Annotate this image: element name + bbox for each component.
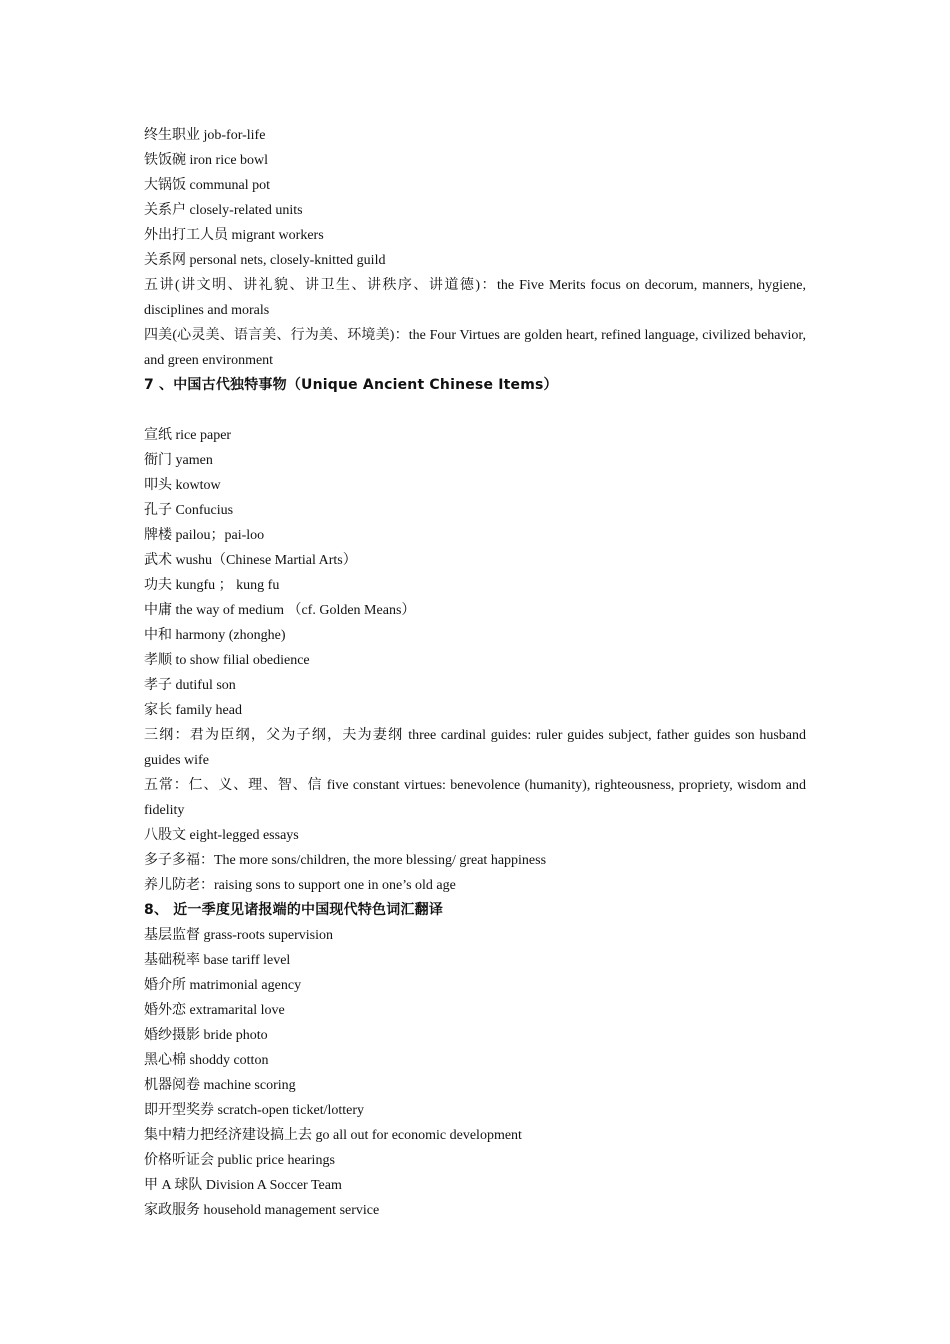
glossary-line: 婚介所 matrimonial agency bbox=[144, 978, 302, 993]
glossary-line: 八股文 eight-legged essays bbox=[144, 828, 299, 843]
glossary-line: 终生职业 job-for-life bbox=[144, 128, 266, 143]
glossary-line: 五常：仁、义、理、智、信 five constant virtues: benevolence (humanity), righteousness, propriety, wisdom and fidelity bbox=[144, 778, 806, 818]
glossary-line: 婚纱摄影 bride photo bbox=[144, 1028, 268, 1043]
glossary-line: 大锅饭 communal pot bbox=[144, 178, 270, 193]
glossary-line: 即开型奖券 scratch-open ticket/lottery bbox=[144, 1103, 365, 1118]
glossary-line: 五讲(讲文明、讲礼貌、讲卫生、讲秩序、讲道德)：the Five Merits focus on decorum, manners, hygiene, disciplines and morals bbox=[144, 278, 806, 318]
glossary-line: 牌楼 pailou；pai-loo bbox=[144, 528, 265, 543]
glossary-line: 三纲：君为臣纲，父为子纲，夫为妻纲 three cardinal guides: ruler guides subject, father guides son husband guides wife bbox=[144, 728, 806, 768]
blank-line bbox=[144, 398, 806, 423]
glossary-line: 基础税率 base tariff level bbox=[144, 953, 291, 968]
section-7-heading: 7 、中国古代独特事物（Unique Ancient Chinese Items） bbox=[144, 377, 558, 393]
glossary-line: 养儿防老：raising sons to support one in one’s old age bbox=[144, 878, 456, 893]
glossary-line: 中庸 the way of medium （cf. Golden Means） bbox=[144, 603, 416, 618]
glossary-line: 家政服务 household management service bbox=[144, 1203, 380, 1218]
glossary-line: 四美(心灵美、语言美、行为美、环境美)：the Four Virtues are golden heart, refined language, civilized behavior, and green environment bbox=[144, 328, 806, 368]
glossary-line: 关系户 closely-related units bbox=[144, 203, 303, 218]
section-7-list bbox=[144, 423, 806, 898]
glossary-line: 功夫 kungfu ； kung fu bbox=[144, 578, 280, 593]
glossary-line: 家长 family head bbox=[144, 703, 242, 718]
glossary-line: 婚外恋 extramarital love bbox=[144, 1003, 285, 1018]
glossary-line: 价格听证会 public price hearings bbox=[144, 1153, 335, 1168]
glossary-line: 关系网 personal nets, closely-knitted guild bbox=[144, 253, 386, 268]
glossary-line: 叩头 kowtow bbox=[144, 478, 221, 493]
glossary-line: 机器阅卷 machine scoring bbox=[144, 1078, 296, 1093]
glossary-line: 孝顺 to show filial obedience bbox=[144, 653, 310, 668]
glossary-line: 外出打工人员 migrant workers bbox=[144, 228, 324, 243]
glossary-line: 衙门 yamen bbox=[144, 453, 213, 468]
glossary-line: 中和 harmony (zhonghe) bbox=[144, 628, 286, 643]
glossary-line: 甲 A 球队 Division A Soccer Team bbox=[144, 1178, 342, 1193]
glossary-line: 孝子 dutiful son bbox=[144, 678, 236, 693]
section-8-list bbox=[144, 923, 806, 1223]
glossary-line: 集中精力把经济建设搞上去 go all out for economic development bbox=[144, 1128, 522, 1143]
glossary-line: 孔子 Confucius bbox=[144, 503, 234, 518]
glossary-line: 基层监督 grass-roots supervision bbox=[144, 928, 333, 943]
document-page bbox=[144, 123, 806, 1223]
glossary-line: 铁饭碗 iron rice bowl bbox=[144, 153, 269, 168]
glossary-line: 武术 wushu（Chinese Martial Arts） bbox=[144, 553, 357, 568]
glossary-line: 宣纸 rice paper bbox=[144, 428, 232, 443]
section-6-list bbox=[144, 123, 806, 373]
glossary-line: 多子多福：The more sons/children, the more blessing/ great happiness bbox=[144, 853, 547, 868]
section-8-heading: 8、 近一季度见诸报端的中国现代特色词汇翻译 bbox=[144, 902, 444, 918]
glossary-line: 黑心棉 shoddy cotton bbox=[144, 1053, 269, 1068]
